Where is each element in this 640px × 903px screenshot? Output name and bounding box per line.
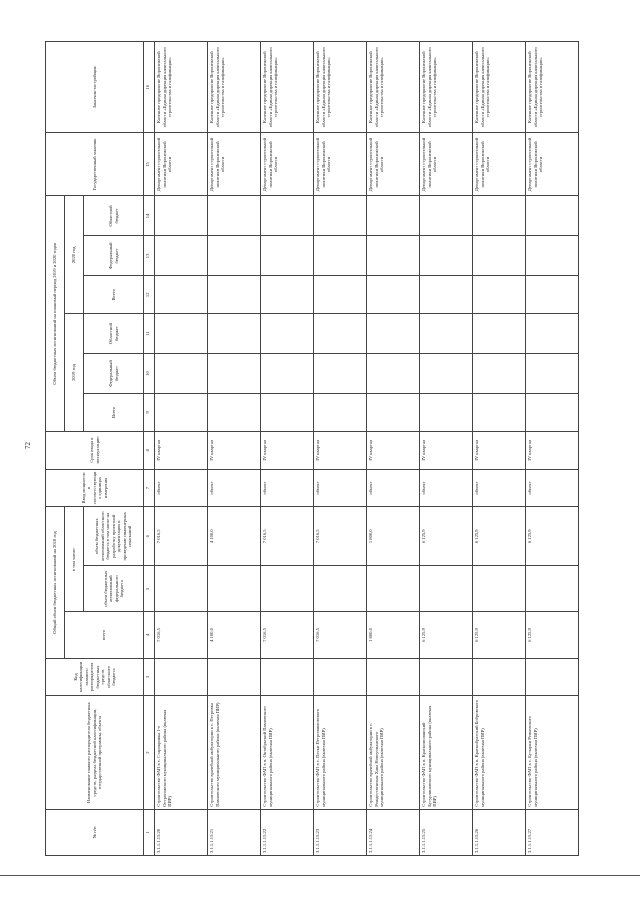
cell-term: IV квартал — [155, 431, 208, 469]
cell-obl: 1 800,0 — [367, 507, 420, 566]
cell-developer: Казенное предприятие Воронежской области «Единая дирекция капитального строительства и газификации» — [420, 42, 473, 133]
cell-total: 7 016,5 — [314, 612, 367, 658]
cell-term: IV квартал — [367, 431, 420, 469]
cell-power: объект — [208, 469, 261, 507]
header-2019-fed: Федеральный бюджет — [84, 354, 144, 394]
cell-fed — [473, 566, 526, 612]
cell-number: 3.1.1.1.15.26 — [473, 809, 526, 855]
header-name: Наименование главного распорядителя бюджетных средств, раздела бюджетной классификации, государственной программы, объекта — [46, 696, 144, 809]
cell-developer: Казенное предприятие Воронежской области «Единая дирекция капитального строительства и газификации» — [208, 42, 261, 133]
header-developer: Заказчик-застройщик — [46, 42, 144, 133]
cell-term: IV квартал — [526, 431, 579, 469]
col-num: 13 — [144, 236, 155, 276]
cell-term: IV квартал — [261, 431, 314, 469]
cell-developer: Казенное предприятие Воронежской области «Единая дирекция капитального строительства и газификации» — [367, 42, 420, 133]
cell-code — [367, 658, 420, 696]
col-num: 1 — [144, 809, 155, 855]
col-num: 14 — [144, 196, 155, 236]
cell-term: IV квартал — [420, 431, 473, 469]
header-plan: Объем бюджетных ассигнований на плановый период 2019 и 2020 годов — [46, 196, 65, 431]
cell-customer: Департамент строительной политики Воронежской области — [367, 133, 420, 196]
cell-customer: Департамент строительной политики Воронежской области — [473, 133, 526, 196]
header-fed: объем бюджетных ассигнований федерального бюджета — [84, 566, 144, 612]
col-num: 15 — [144, 133, 155, 196]
header-vol2018: Общий объем бюджетных ассигнований на 2018 год — [46, 507, 65, 658]
cell-obl: 4 100,0 — [208, 507, 261, 566]
header-obl: объем бюджетных ассигнований областного бюджета в том числе на разработку проектной документации и проведение инженерных изысканий — [84, 507, 144, 566]
col-num: 16 — [144, 42, 155, 133]
cell-2020-fed — [261, 236, 314, 276]
cell-2020-obl — [155, 196, 208, 236]
header-term: Срок ввода в эксплуатацию — [46, 431, 144, 469]
cell-2020-fed — [208, 236, 261, 276]
cell-2019-obl — [208, 314, 261, 354]
table-row — [367, 42, 420, 856]
cell-number: 3.1.1.1.15.25 — [420, 809, 473, 855]
cell-number: 3.1.1.1.15.22 — [261, 809, 314, 855]
cell-developer: Казенное предприятие Воронежской области «Единая дирекция капитального строительства и газификации» — [526, 42, 579, 133]
cell-2020-fed — [367, 236, 420, 276]
cell-power: объект — [367, 469, 420, 507]
cell-obl: 6 125,9 — [526, 507, 579, 566]
cell-number: 3.1.1.1.15.21 — [208, 809, 261, 855]
cell-number: 3.1.1.1.15.20 — [155, 809, 208, 855]
cell-power: объект — [261, 469, 314, 507]
header-total: всего — [65, 612, 144, 658]
cell-2019-fed — [367, 354, 420, 394]
cell-2019-fed — [420, 354, 473, 394]
header-incl: в том числе: — [65, 507, 84, 612]
cell-name: Строительство врачебной амбулатории в с. Петровка Павловского муниципального района (включая ПИР) — [208, 696, 261, 809]
cell-obl: 7 016,5 — [314, 507, 367, 566]
header-power: Ввод мощности в соответствующих единицах измерения — [46, 469, 144, 507]
cell-2020-obl — [526, 196, 579, 236]
cell-number: 3.1.1.1.15.27 — [526, 809, 579, 855]
cell-total: 7 016,5 — [261, 612, 314, 658]
cell-total: 6 125,9 — [420, 612, 473, 658]
cell-power: объект — [155, 469, 208, 507]
table-row — [420, 42, 473, 856]
page-bottom-rule — [0, 875, 640, 876]
cell-2019-total — [261, 393, 314, 431]
cell-2020-total — [526, 276, 579, 314]
cell-fed — [526, 566, 579, 612]
cell-2019-total — [367, 393, 420, 431]
cell-2019-total — [314, 393, 367, 431]
cell-power: объект — [420, 469, 473, 507]
cell-2019-obl — [473, 314, 526, 354]
cell-2019-obl — [367, 314, 420, 354]
cell-total: 4 100,0 — [208, 612, 261, 658]
col-num: 8 — [144, 431, 155, 469]
cell-name: Строительство ФАП в с. Старокривка 1-е Острогожского муниципального района (включая ПИР) — [155, 696, 208, 809]
header-2020: 2020 год — [65, 196, 84, 314]
cell-power: объект — [314, 469, 367, 507]
cell-power: объект — [526, 469, 579, 507]
cell-fed — [208, 566, 261, 612]
cell-developer: Казенное предприятие Воронежской области «Единая дирекция капитального строительства и газификации» — [155, 42, 208, 133]
cell-obl: 6 125,9 — [420, 507, 473, 566]
cell-2020-total — [208, 276, 261, 314]
cell-2020-fed — [526, 236, 579, 276]
cell-2020-obl — [473, 196, 526, 236]
cell-code — [420, 658, 473, 696]
cell-2019-obl — [155, 314, 208, 354]
col-num: 3 — [144, 658, 155, 696]
cell-2020-obl — [367, 196, 420, 236]
cell-code — [314, 658, 367, 696]
header-2020-obl: Областной бюджет — [84, 196, 144, 236]
cell-obl: 6 125,9 — [473, 507, 526, 566]
cell-2020-fed — [155, 236, 208, 276]
col-num: 7 — [144, 469, 155, 507]
header-2020-fed: Федеральный бюджет — [84, 236, 144, 276]
cell-2020-obl — [208, 196, 261, 236]
cell-total: 1 800,0 — [367, 612, 420, 658]
cell-total: 6 125,9 — [473, 612, 526, 658]
cell-total: 7 016,5 — [155, 612, 208, 658]
header-code: Код классификации главного распорядителя бюджетных средств областного бюджета — [46, 658, 144, 696]
header-2019-total: Всего — [84, 393, 144, 431]
cell-developer: Казенное предприятие Воронежской области «Единая дирекция капитального строительства и газификации» — [314, 42, 367, 133]
col-num: 11 — [144, 314, 155, 354]
cell-number: 3.1.1.1.15.23 — [314, 809, 367, 855]
cell-customer: Департамент строительной политики Воронежской области — [526, 133, 579, 196]
cell-developer: Казенное предприятие Воронежской области «Единая дирекция капитального строительства и газификации» — [261, 42, 314, 133]
cell-2019-fed — [314, 354, 367, 394]
cell-name: Строительство ФАП в п. Краснополянский Бутурлиновского муниципального района (включая ПИР) — [420, 696, 473, 809]
cell-name: Строительство ФАП в п. Краснобратский Бобровского муниципального района (включая ПИР) — [473, 696, 526, 809]
cell-code — [526, 658, 579, 696]
cell-fed — [261, 566, 314, 612]
header-num: № п/п — [46, 809, 144, 855]
col-num: 5 — [144, 566, 155, 612]
col-num: 9 — [144, 393, 155, 431]
cell-name: Строительство ФАП в с. Бутырки Репьевского муниципального района (включая ПИР) — [526, 696, 579, 809]
cell-obl: 7 016,5 — [261, 507, 314, 566]
cell-power: объект — [473, 469, 526, 507]
cell-fed — [155, 566, 208, 612]
cell-2020-fed — [314, 236, 367, 276]
cell-name: Строительство ФАП в с. Пески Петропавловского муниципального района (включая ПИР) — [314, 696, 367, 809]
cell-2019-obl — [420, 314, 473, 354]
cell-term: IV квартал — [314, 431, 367, 469]
cell-2019-fed — [473, 354, 526, 394]
table-row — [526, 42, 579, 856]
cell-2020-obl — [314, 196, 367, 236]
col-num: 6 — [144, 507, 155, 566]
cell-fed — [420, 566, 473, 612]
cell-term: IV квартал — [473, 431, 526, 469]
cell-fed — [314, 566, 367, 612]
cell-fed — [367, 566, 420, 612]
cell-code — [155, 658, 208, 696]
col-num: 2 — [144, 696, 155, 809]
cell-2019-total — [208, 393, 261, 431]
cell-customer: Департамент строительной политики Воронежской области — [208, 133, 261, 196]
cell-total: 6 125,9 — [526, 612, 579, 658]
cell-2020-fed — [420, 236, 473, 276]
column-numbers-row — [144, 42, 155, 856]
cell-name: Строительство ФАП в п. Октябрьский Павловского муниципального района (включая ПИР) — [261, 696, 314, 809]
cell-customer: Департамент строительной политики Воронежской области — [261, 133, 314, 196]
cell-number: 3.1.1.1.15.24 — [367, 809, 420, 855]
col-num: 4 — [144, 612, 155, 658]
cell-2020-obl — [420, 196, 473, 236]
header-2019-obl: Областной бюджет — [84, 314, 144, 354]
cell-2019-fed — [526, 354, 579, 394]
table-body — [155, 42, 579, 856]
cell-term: IV квартал — [208, 431, 261, 469]
table-row — [261, 42, 314, 856]
rotated-table-container — [45, 41, 600, 856]
cell-code — [208, 658, 261, 696]
header-2020-total: Всего — [84, 276, 144, 314]
cell-2019-fed — [261, 354, 314, 394]
header-customer: Государственный заказчик — [46, 133, 144, 196]
cell-obl: 7 016,5 — [155, 507, 208, 566]
cell-2020-fed — [473, 236, 526, 276]
cell-2019-fed — [208, 354, 261, 394]
cell-2019-total — [155, 393, 208, 431]
table-row — [155, 42, 208, 856]
col-num: 10 — [144, 354, 155, 394]
budget-table — [45, 41, 579, 856]
cell-code — [261, 658, 314, 696]
table-row — [314, 42, 367, 856]
cell-2019-obl — [314, 314, 367, 354]
cell-2020-total — [473, 276, 526, 314]
cell-developer: Казенное предприятие Воронежской области «Единая дирекция капитального строительства и газификации» — [473, 42, 526, 133]
col-num: 12 — [144, 276, 155, 314]
cell-customer: Департамент строительной политики Воронежской области — [314, 133, 367, 196]
cell-2020-total — [261, 276, 314, 314]
cell-2019-total — [526, 393, 579, 431]
cell-2020-total — [155, 276, 208, 314]
page-number: 72 — [24, 442, 32, 449]
cell-2020-total — [420, 276, 473, 314]
table-row — [473, 42, 526, 856]
cell-2020-obl — [261, 196, 314, 236]
cell-customer: Департамент строительной политики Воронежской области — [420, 133, 473, 196]
cell-2019-total — [473, 393, 526, 431]
cell-name: Строительство врачебной амбулатории в с. Рождественская Хава Новоусманского муниципального района (включая ПИР) — [367, 696, 420, 809]
cell-2019-total — [420, 393, 473, 431]
cell-2019-obl — [261, 314, 314, 354]
cell-2019-fed — [155, 354, 208, 394]
header-2019: 2019 год — [65, 314, 84, 432]
cell-2019-obl — [526, 314, 579, 354]
cell-2020-total — [314, 276, 367, 314]
table-row — [208, 42, 261, 856]
cell-code — [473, 658, 526, 696]
cell-customer: Департамент строительной политики Воронежской области — [155, 133, 208, 196]
cell-2020-total — [367, 276, 420, 314]
